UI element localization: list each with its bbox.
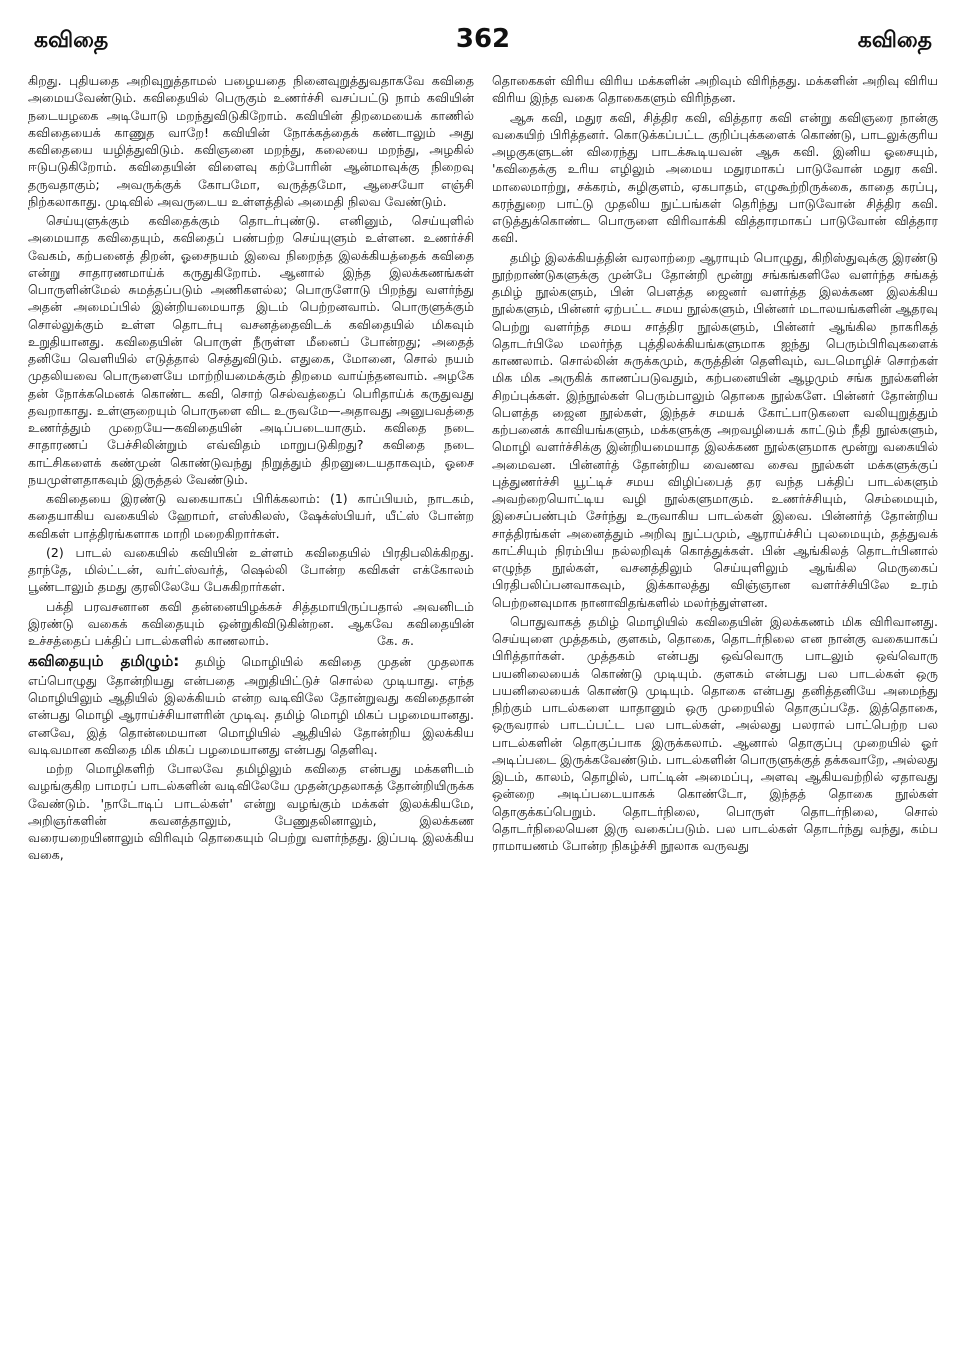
paragraph: (2) பாடல் வகையில் கவியின் உள்ளம் கவிதையில் பிரதிபலிக்கிறது. தாந்தே, மில்ட்டன், வர்ட்ஸ்வர்த், ஷெல்லி போன்ற கவிகள் எக்கோலம் பூண்டாலும் தமது குரலிலேயே பேசுகிறார்கள். — [28, 544, 474, 595]
paragraph: தொகைகள் விரிய விரிய மக்களின் அறிவும் விரிந்தது. மக்களின் அறிவு விரிய விரிய இந்த வகை தொகைகளும் விரிந்தன. — [492, 73, 938, 106]
paragraph — [28, 598, 474, 650]
paragraph: தமிழ் இலக்கியத்தின் வரலாற்றை ஆராயும் பொழுது, கிறிஸ்துவுக்கு இரண்டு நூற்றாண்டுகளுக்கு முன்பே தோன்றி மூன்று சங்கங்களிலே வளர்ந்த சங்கத் தமிழ் நூல்களும், பின் பௌத்த ஜைனர் வளர்த்த இலக்கண இலக்கிய நூல்களும், பின்னர் ஏற்பட்ட சமய நூல்களும், பின்னர் மடாலயங்களின் ஆதரவு பெற்று வளர்ந்த சமய சாத்திர நூல்களும், பின்னர் ஆங்கில நாகரிகத் தொடர்பிலே மலர்ந்த புத்திலக்கியங்களுமாக ஐந்து பெரும்பிரிவுகளைக் காணலாம். சொல்லின் சுருக்கமும், கருத்தின் தெளிவும், வடமொழிச் சொற்கள் மிக மிக அருகிக் காணப்படுவதும், கற்பனையின் ஆழமும் சங்க நூல்களின் சிறப்புக்கள். இந்நூல்கள் பெரும்பாலும் தொகை நூல்களே. பின்னர் தோன்றிய பௌத்த ஜைன நூல்கள், இந்தச் சமயக் கோட்பாடுகளை வலியுறுத்தும் கற்பனைக் காவியங்களும், மக்களுக்கு அறவழியைக் காட்டும் நீதி நூல்களும், மொழி வளர்ச்சிக்கு இன்றியமையாத இலக்கண நூல்களுமாக மூன்று வகையில் அமைவன. பின்னர்த் தோன்றிய வைணவ சைவ நூல்கள் மக்களுக்குப் புத்துணர்ச்சி யூட்டிச் சமய விழிப்பைத் தர வந்த பக்திப் பாடல்களும் அவற்றையொட்டிய வழி நூல்களுமாகும். உணர்ச்சியும், செம்மையும், இசைப்பண்பும் சேர்ந்து உருவாகிய பாடல்கள் இவை. பின்னர்த் தோன்றிய சாத்திரங்கள் அனைத்தும் அறிவு நுட்பமும், ஆராய்ச்சிப் புலமையும், தத்துவக் காட்சியும் நிரம்பிய நல்லறிவுக் கொத்துக்கள். பின் ஆங்கிலத் தொடர்பினால் எழுந்த நூல்கள், வசனத்திலும் செய்யுளிலும் ஆங்கில மெருகைப் பிரதிபலிப்பனவாகவும், இக்காலத்து விஞ்ஞான வளர்ச்சியிலே உரம் பெற்றனவுமாக நானாவிதங்களில் மலர்ந்துள்ளன. — [492, 249, 938, 610]
page-header — [28, 22, 938, 62]
section-heading: கவிதையும் தமிழும்: — [28, 652, 180, 671]
paragraph: மற்ற மொழிகளிற் போலவே தமிழிலும் கவிதை என்பது மக்களிடம் வழங்குகிற பாமரப் பாடல்களின் வடிவிலேயே முதன்முதலாகத் தோன்றியிருக்க வேண்டும். 'நாடோடிப் பாடல்கள்' என்று வழங்கும் மக்கள் இலக்கியமே, அறிஞர்களின் கவனத்தாலும், பேணுதலினாலும், இலக்கண வரையறையினாலும் விரிவும் தொகையும் பெற்று வளர்ந்தது. இப்படி இலக்கிய வகை, — [28, 761, 474, 863]
page-number: 362 — [455, 24, 511, 54]
text-columns — [28, 72, 938, 1349]
paragraph: ஆசு கவி, மதுர கவி, சித்திர கவி, வித்தார கவி என்று கவிஞரை நான்கு வகையிற் பிரித்தனர். கொடுக்கப்பட்ட குறிப்புக்களைக் கொண்டு, பாடலுக்குரிய அழகுகளுடன் விரைந்து பாடக்கூடியவன் ஆசு கவி. இனிய ஓசையும், 'கவிதைக்கு உரிய எழிலும் அமைய மதுரமாகப் பாடுவோன் மதுர கவி. மாலைமாற்று, சக்கரம், சுழிகுளம், ஏகபாதம், எழுகூற்றிருக்கை, காதை கரப்பு, கரந்துறை பாட்டு முதலிய நுட்பங்கள் தெரிந்து பாடுவோன் சித்திர கவி. எடுத்துக்கொண்ட பொருளை விரிவாக்கி வித்தாரமாகப் பாடுவோன் வித்தார கவி. — [492, 109, 938, 246]
paragraph: கிறது. புதியதை அறிவுறுத்தாமல் பழையதை நினைவுறுத்துவதாகவே கவிதை அமையவேண்டும். கவிதையில் பெருகும் உணர்ச்சி வசப்பட்டு நாம் கவியின் நடையழகை அடியோடு மறந்துவிடுகிறோம். கவியின் திறமையைக் காணில் கவிதையைக் காணுத வாறே! கவியின் நோக்கத்தைக் கண்டாலும் அது கவிதையை யழித்துவிடும். கவிஞனை மறந்து, கலையை மறந்து, அழகில் ஈடுபடுகிறோம். கவிதையின் விளைவு கற்போரின் ஆன்மாவுக்கு நிறைவு தருவதாகும்; அவருக்குக் கோபமோ, வருத்தமோ, ஆசையோ எஞ்சி நிற்கலாகாது. முடிவில் அவருடைய உள்ளத்தில் அமைதி நிலவ வேண்டும். — [28, 73, 474, 209]
paragraph-text: தமிழ் மொழியில் கவிதை முதன் முதலாக எப்பொழுது தோன்றியது என்பதை அறுதியிட்டுச் சொல்ல முடியாது. எந்த மொழியிலும் ஆதியில் இலக்கியம் என்ற வடிவிலே தோன்றுவது கவிதைதான் என்பது மொழி ஆராய்ச்சியாளரின் முடிவு. தமிழ் மொழி மிகப் பழமையானது. எனவே, இத் தொன்மையான மொழியில் ஆதியில் தோன்றிய இலக்கிய வடிவமான கவிதை மிக மிகப் பழமையானது என்பது தெளிவு. — [28, 654, 474, 757]
paragraph: செய்யுளுக்கும் கவிதைக்கும் தொடர்புண்டு. எனினும், செய்யுளில் அமையாத கவிதையும், கவிதைப் பண்பற்ற செய்யுளும் உள்ளன. உணர்ச்சி வேகம், கற்பனைத் திறன், ஓசைநயம் இவை நிறைந்த இலக்கியத்தைக் கவிதை என்று சாதாரணமாய்க் கருதுகிறோம். ஆனால் இந்த இலக்கணங்கள் பொருளின்மேல் சுமத்தப்படும் அணிகளல்ல; பொருளோடு பிறந்து வளர்ந்து அதன் அமைப்பில் இன்றியமையாத இடம் பெற்றனவாம். பொருளுக்கும் சொல்லுக்கும் உள்ள தொடர்பு வசனத்தைவிடக் கவிதையில் மிகவும் உறுதியானது. கவிதையின் பொருள் நீருள்ள மீனைப் போன்றது; அதைத் தனியே வெளியில் எடுத்தால் செத்துவிடும். எதுகை, மோனை, சொல் நயம் முதலியவை பொருளையே மாற்றியமைக்கும் திறமை வாய்ந்தனவாம். அழகே தன் நோக்கமெனக் கொண்ட கவி, சொற் செல்வத்தைப் பெரிதாய்க் கருதுவது தவறாகாது. உள்ளுறையும் பொருளை விட உருவமே—அதாவது அனுபவத்தை உணர்த்தும் முறையே—கவிதையின் அடிப்படையாகும். கவிதை நடை சாதாரணப் பேச்சிலின்றும் எவ்விதம் மாறுபடுகிறது? கவிதை நடை காட்சிகளைக் கண்முன் கொண்டுவந்து நிறுத்தும் திறனுடையதாகவும், ஓசை நயமுள்ளதாகவும் இருத்தல் வேண்டும். — [28, 213, 474, 487]
right-column — [492, 72, 938, 1349]
paragraph-text: பக்தி பரவசனான கவி தன்னையிழக்கச் சித்தமாயிருப்பதால் அவனிடம் இரண்டு வகைக் கவிதையும் ஒன்றுகிவிடுகின்றன. ஆகவே கவிதையின் உச்சத்தைப் பக்திப் பாடல்களில் காணலாம். — [28, 598, 474, 648]
running-head-right: கவிதை — [857, 28, 932, 53]
left-column — [28, 72, 474, 1349]
paragraph: கவிதையை இரண்டு வகையாகப் பிரிக்கலாம்: (1) காப்பியம், நாடகம், கதையாகிய வகையில் ஹோமர், எஸ்கிலஸ், ஷேக்ஸ்பியர், யீட்ஸ் போன்ற கவிகள் பாத்திரங்களாக மாறி மறைகிறார்கள். — [28, 491, 474, 541]
section-paragraph — [28, 651, 474, 758]
paragraph: பொதுவாகத் தமிழ் மொழியில் கவிதையின் இலக்கணம் மிக விரிவானது. செய்யுளை முத்தகம், குளகம், தொகை, தொடர்நிலை என நான்கு வகையாகப் பிரித்தார்கள். முத்தகம் என்பது ஒவ்வொரு பாடலும் ஒவ்வொரு பயனிலையைக் கொண்டு முடியும். குளகம் என்பது பல பாடல்கள் ஒரு பயனிலையைக் கொண்டு முடியும். தொகை என்பது தனித்தனியே அமைந்து நிற்கும் பாடல்களை யாதானும் ஒரு முறையில் தொகுப்பதே. இத்தொகை, ஒருவரால் பாடப்பட்ட பல பாடல்கள், அல்லது பலரால் பாட்பெற்ற பல பாடல்களின் தொகுப்பாக இருக்கலாம். ஆனால் தொகுப்பு முறையில் ஓர் அடிப்படை இருக்கவேண்டும். பாடல்களின் பொருளுக்குத் தக்கவாறே, அல்லது இடம், காலம், தொழில், பாட்டின் அமைப்பு, அளவு ஆகியவற்றில் ஏதாவது ஒன்றை அடிப்படையாகக் கொண்டோ, இந்தத் தொகை நூல்கள் தொகுக்கப்பெறும். தொடர்நிலை, பொருள் தொடர்நிலை, சொல் தொடர்நிலையென இரு வகைப்படும். பல பாடல்கள் தொடர்ந்து வந்து, கம்ப ராமாயணம் போன்ற நிகழ்ச்சி நூலாக வருவது — [492, 613, 938, 853]
running-head-left: கவிதை — [34, 28, 109, 53]
author-initials: கே. சு. — [377, 633, 414, 648]
